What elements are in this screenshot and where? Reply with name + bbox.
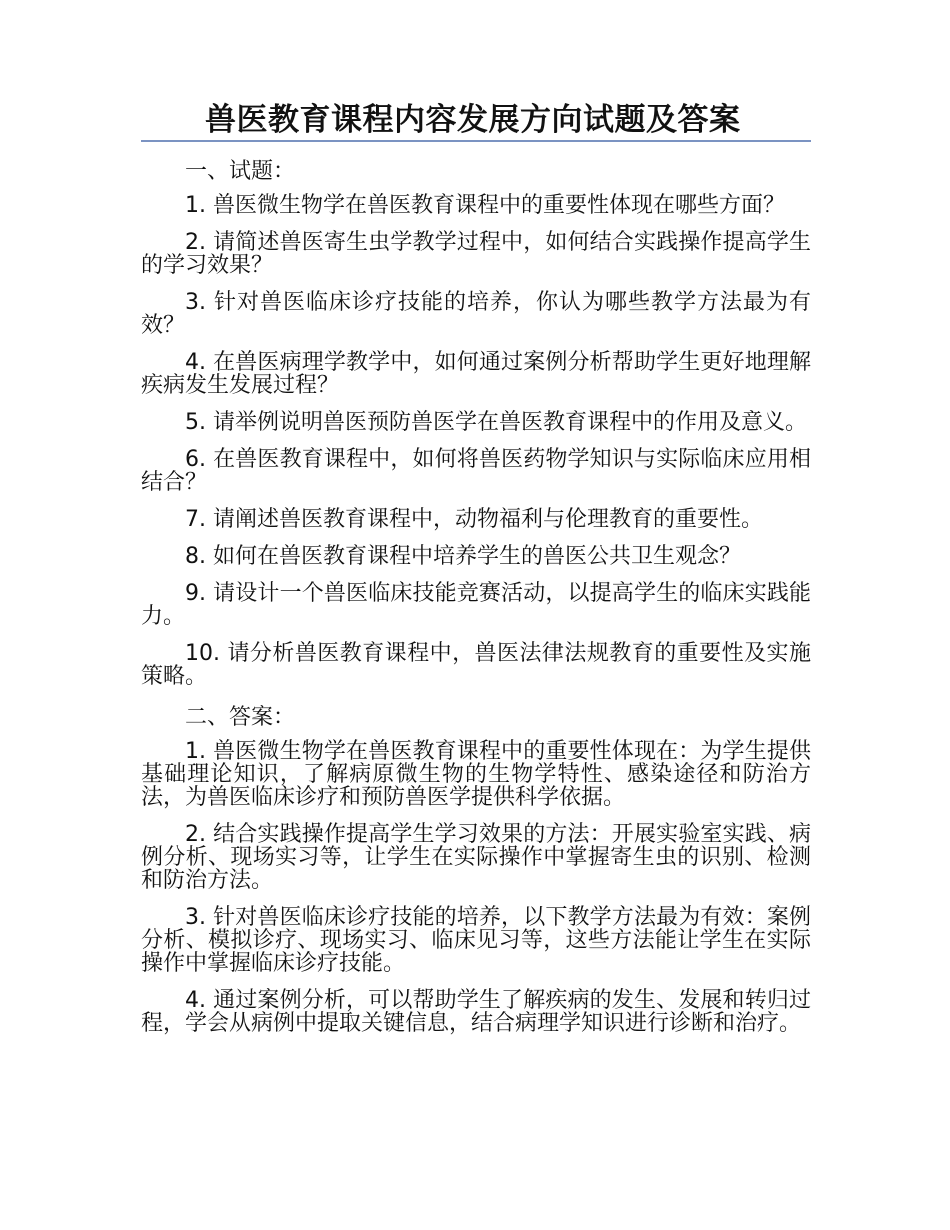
question-item: 7. 请阐述兽医教育课程中，动物福利与伦理教育的重要性。 [185,507,763,532]
answer-item: 4. 通过案例分析，可以帮助学生了解疾病的发生、发展和转归过程，学会从病例中提取关键信息，结合病理学知识进行诊断和治疗。 [141,988,811,1036]
question-item: 8. 如何在兽医教育课程中培养学生的兽医公共卫生观念？ [185,544,741,569]
title-underline [141,140,811,142]
answer-item: 1. 兽医微生物学在兽医教育课程中的重要性体现在：为学生提供基础理论知识，了解病原微生物的生物学特性、感染途径和防治方法，为兽医临床诊疗和预防兽医学提供科学依据。 [141,739,811,810]
answer-item: 3. 针对兽医临床诊疗技能的培养，以下教学方法最为有效：案例分析、模拟诊疗、现场实习、临床见习等，这些方法能让学生在实际操作中掌握临床诊疗技能。 [141,905,811,976]
document-page [141,100,811,1035]
question-item: 1. 兽医微生物学在兽医教育课程中的重要性体现在哪些方面？ [185,193,785,218]
document-title: 兽医教育课程内容发展方向试题及答案 [205,102,741,138]
question-item: 4. 在兽医病理学教学中，如何通过案例分析帮助学生更好地理解疾病发生发展过程？ [141,350,811,398]
questions-heading: 一、试题： [185,159,296,184]
question-item: 3. 针对兽医临床诊疗技能的培养，你认为哪些教学方法最为有效？ [141,290,811,338]
answer-item: 2. 结合实践操作提高学生学习效果的方法：开展实验室实践、病例分析、现场实习等，让学生在实际操作中掌握寄生虫的识别、检测和防治方法。 [141,822,811,893]
question-item: 5. 请举例说明兽医预防兽医学在兽医教育课程中的作用及意义。 [185,410,807,435]
question-item: 9. 请设计一个兽医临床技能竞赛活动，以提高学生的临床实践能力。 [141,581,811,629]
question-item: 10. 请分析兽医教育课程中，兽医法律法规教育的重要性及实施策略。 [141,641,811,689]
answers-heading: 二、答案： [185,705,296,730]
question-item: 6. 在兽医教育课程中，如何将兽医药物学知识与实际临床应用相结合？ [141,447,811,495]
question-item: 2. 请简述兽医寄生虫学教学过程中，如何结合实践操作提高学生的学习效果？ [141,230,811,278]
